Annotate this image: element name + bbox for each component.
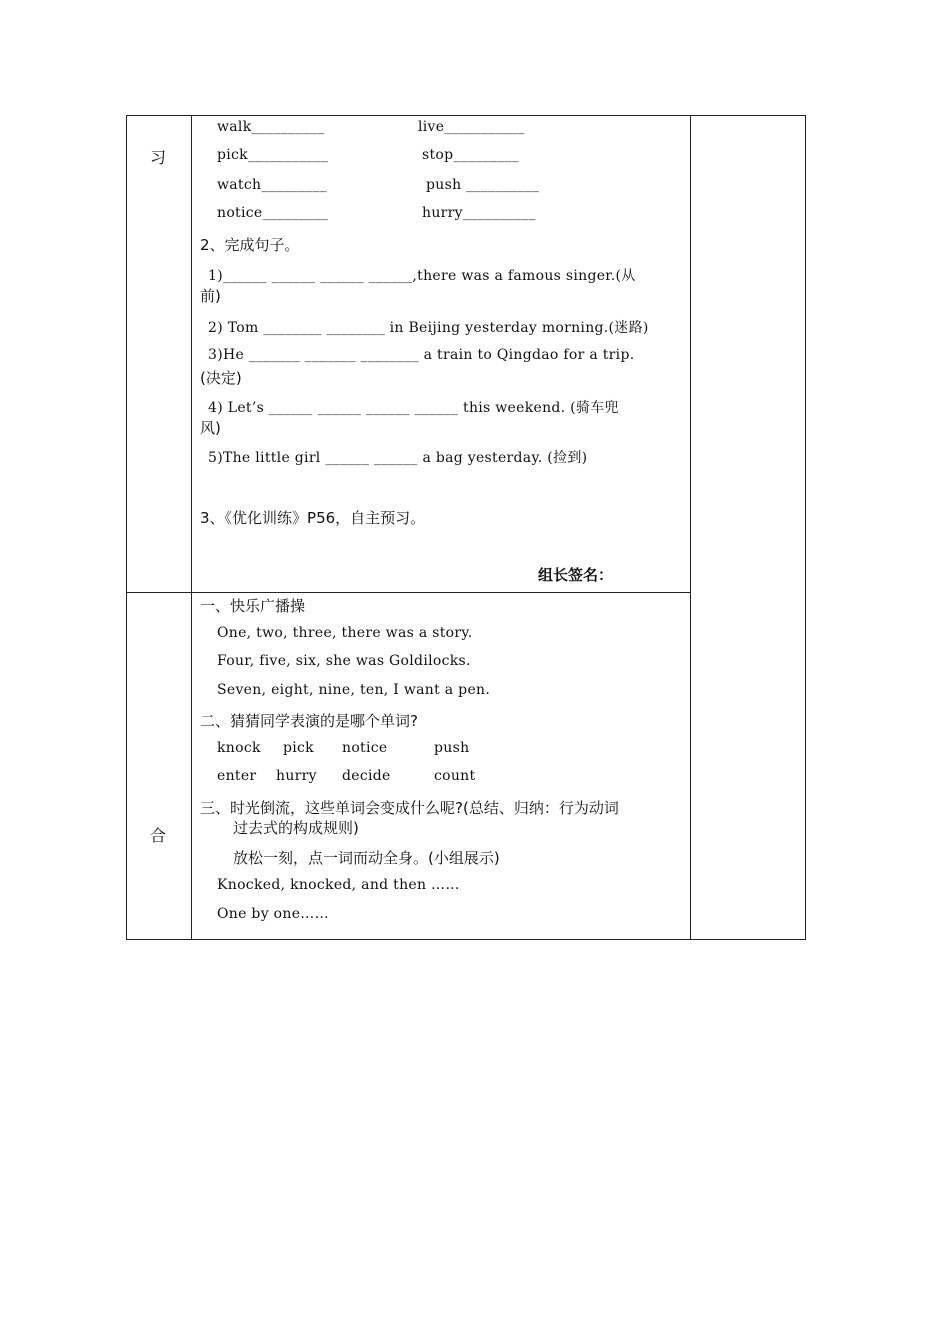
section3-text: 3、《优化训练》P56，自主预习。 [200, 509, 426, 527]
column-divider-2 [690, 115, 691, 940]
knocked-line: Knocked, knocked, and then …… [217, 877, 460, 893]
sentence-4a: 4) Let’s ______ ______ ______ ______ this weekend. (骑车兜 [208, 400, 619, 416]
part1-title: 一、快乐广播操 [200, 597, 306, 615]
row1-label: 习 [150, 148, 167, 167]
word-knock: knock [217, 740, 261, 756]
row-divider [126, 592, 691, 593]
lesson-table [126, 115, 806, 940]
word-push: push __________ [426, 177, 540, 193]
border-left [126, 115, 127, 940]
sentence-2: 2) Tom ________ ________ in Beijing yesterday morning.(迷路) [208, 320, 649, 336]
border-top [126, 115, 806, 116]
word-live: live___________ [418, 119, 525, 135]
section2-title: 2、完成句子。 [200, 236, 300, 254]
word-watch: watch_________ [217, 177, 328, 193]
word-notice: notice_________ [217, 205, 329, 221]
word-enter: enter [217, 768, 257, 784]
group-leader-signature: 组长签名： [538, 566, 614, 584]
word-pick: pick___________ [217, 147, 329, 163]
word-walk: walk__________ [217, 119, 325, 135]
column-divider-1 [191, 115, 192, 940]
relax-line: 放松一刻，点一词而动全身。(小组展示) [233, 849, 500, 867]
word-hurry: hurry__________ [422, 205, 536, 221]
sentence-1b: 前) [200, 287, 221, 305]
word-decide: decide [342, 768, 391, 784]
word-hurry-2: hurry [276, 768, 317, 784]
sentence-3a: 3)He _______ _______ ________ a train to Qingdao for a trip. [208, 347, 635, 363]
row2-label: 合 [150, 826, 167, 845]
sentence-1a: 1)______ ______ ______ ______,there was a famous singer.(从 [208, 268, 636, 284]
one-by-one-line: One by one…… [217, 906, 329, 922]
chant-line-1: One, two, three, there was a story. [217, 625, 473, 641]
part3-title-a: 三、时光倒流，这些单词会变成什么呢?(总结、归纳：行为动词 [200, 799, 619, 817]
word-pick-2: pick [283, 740, 314, 756]
border-bottom [126, 939, 806, 940]
part2-title: 二、猜猜同学表演的是哪个单词? [200, 712, 418, 730]
chant-line-2: Four, five, six, she was Goldilocks. [217, 653, 471, 669]
sentence-5: 5)The little girl ______ ______ a bag yesterday. (捡到) [208, 450, 588, 466]
word-count: count [434, 768, 476, 784]
word-push-2: push [434, 740, 470, 756]
part3-title-b: 过去式的构成规则) [233, 819, 359, 837]
sentence-4b: 风) [200, 419, 221, 437]
word-stop: stop_________ [422, 147, 520, 163]
word-notice-2: notice [342, 740, 388, 756]
sentence-3b: (决定) [200, 369, 242, 387]
chant-line-3: Seven, eight, nine, ten, I want a pen. [217, 682, 491, 698]
border-right [805, 115, 806, 940]
